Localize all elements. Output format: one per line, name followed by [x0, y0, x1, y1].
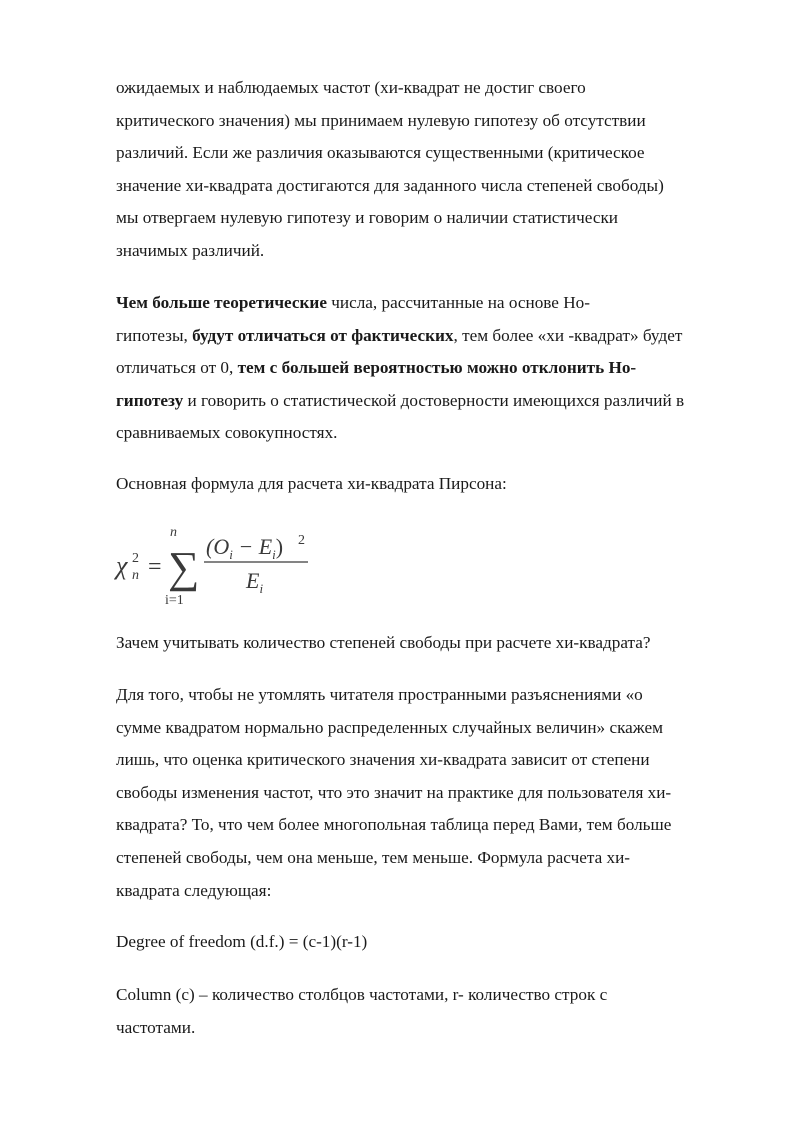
text-line: мы отвергаем нулевую гипотезу и говорим о наличии статистически — [116, 208, 619, 228]
text-line — [116, 320, 756, 353]
text-line: Зачем учитывать количество степеней свободы при расчете хи-квадрата? — [116, 633, 651, 652]
formula-chi: χ — [116, 551, 128, 580]
text-line: критического значения) мы принимаем нулевую гипотезу об отсутствии — [116, 110, 646, 130]
plain-text: и говорить о статистической достоверности имеющихся различий в — [183, 390, 685, 410]
formula-numerator — [206, 534, 283, 562]
formula-denominator — [245, 568, 263, 596]
text-line — [116, 287, 756, 320]
text-line: сравниваемых совокупностях. — [116, 423, 338, 443]
formula-numerator-sup: 2 — [298, 533, 305, 548]
paragraph-df-formula — [116, 926, 756, 959]
formula-sub-i: i — [259, 581, 264, 596]
formula-sub-i: i — [229, 547, 233, 562]
paragraph-formula-intro — [116, 468, 756, 501]
text-line — [116, 352, 756, 385]
text-line: ожидаемых и наблюдаемых частот (хи-квадрат не достиг своего — [116, 78, 586, 97]
text-line: квадрата? То, что чем более многопольная таблица перед Вами, тем больше — [116, 815, 672, 835]
text-line: сумме квадратом нормально распределенных случайных величин» скажем — [116, 717, 663, 737]
text-line: Degree of freedom (d.f.) = (c-1)(r-1) — [116, 932, 368, 951]
bold-text: Чем больше теоретические — [116, 293, 327, 312]
paragraph-column-row-definition — [116, 979, 756, 1044]
paragraph-degrees-explanation — [116, 679, 756, 907]
formula-graphic — [114, 518, 314, 610]
plain-text: отличаться от 0, — [116, 358, 238, 378]
bold-text: будут отличаться от фактических — [192, 325, 454, 345]
formula-chi-sup: 2 — [132, 551, 139, 566]
formula-close-paren: ) — [275, 534, 284, 559]
text-line: свободы изменения частот, что это значит на практике для пользователя хи- — [116, 782, 672, 802]
text-line: квадрата следующая: — [116, 880, 272, 900]
text-line: значение хи-квадрата достигаются для заданного числа степеней свободы) — [116, 175, 664, 195]
text-line: лишь, что оценка критического значения хи-квадрата зависит от степени — [116, 750, 650, 770]
paragraph-question — [116, 627, 756, 660]
formula-minus-e: − E — [232, 534, 273, 559]
pearson-chi-square-formula — [114, 518, 314, 610]
text-line: значимых различий. — [116, 240, 265, 260]
formula-chi-sub: n — [132, 568, 139, 583]
text-line: Column (c) – количество столбцов частотами, r- количество строк с — [116, 985, 608, 1004]
formula-sigma: ∑ — [168, 543, 200, 592]
formula-lower-limit: i=1 — [165, 593, 184, 608]
text-line: степеней свободы, чем она меньше, тем меньше. Формула расчета хи- — [116, 847, 631, 867]
text-line: Основная формула для расчета хи-квадрата Пирсона: — [116, 474, 507, 493]
formula-equals: = — [148, 554, 162, 580]
plain-text: гипотезы, — [116, 325, 193, 345]
plain-text: , тем более «хи -квадрат» будет — [453, 325, 683, 345]
text-line: частотами. — [116, 1017, 196, 1037]
formula-upper-limit: n — [170, 525, 177, 540]
text-line: Для того, чтобы не утомлять читателя пространными разъяснениями «о — [116, 685, 643, 704]
bold-text: тем с большей вероятностью можно отклонить Но- — [237, 358, 637, 378]
paragraph-hypothesis-decision — [116, 72, 756, 268]
plain-text: числа, рассчитанные на основе Но- — [326, 293, 590, 312]
text-line: различий. Если же различия оказываются существенными (критическое — [116, 143, 645, 163]
formula-open-paren: (O — [206, 534, 230, 559]
text-line — [116, 385, 756, 418]
bold-text: гипотезу — [116, 390, 184, 410]
formula-sub-i: i — [272, 547, 276, 562]
paragraph-theoretical-numbers — [116, 287, 756, 450]
formula-e: E — [246, 568, 260, 593]
